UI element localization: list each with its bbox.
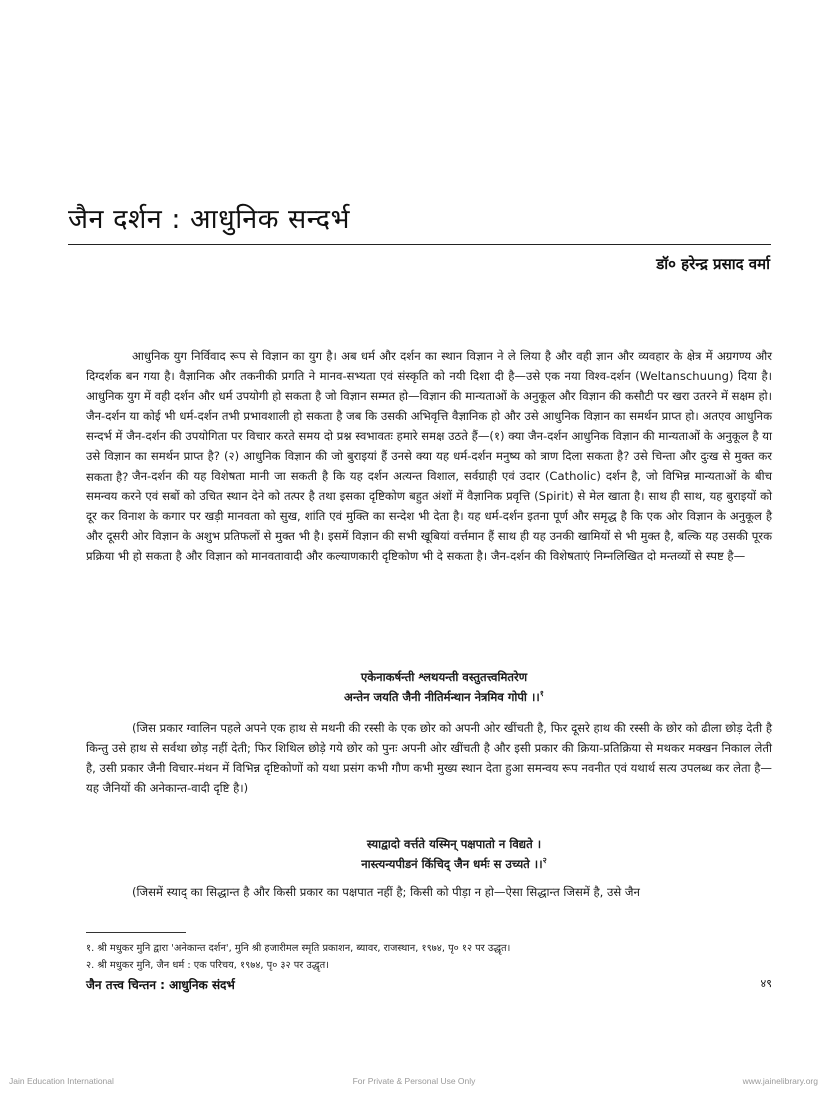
sanskrit-verse-2 <box>0 834 828 874</box>
article-title: जैन दर्शन : आधुनिक सन्दर्भ <box>68 204 350 235</box>
title-divider <box>68 244 771 245</box>
watermark-link[interactable]: www.jainelibrary.org <box>742 1076 818 1086</box>
sanskrit-verse-1 <box>0 667 828 707</box>
verse-line-text: नास्त्यन्यपीडनं किंचिद् जैन धर्मः स उच्यते ।। <box>361 857 543 871</box>
running-footer <box>86 976 772 993</box>
paragraph-4: (जिसमें स्याद् का सिद्धान्त है और किसी प्रकार का पक्षपात नहीं है; किसी को पीड़ा न हो—ऐसा सिद्धान्त जिसमें है, उसे जैन <box>132 885 640 899</box>
footnote-divider <box>86 932 186 933</box>
verse-line <box>30 687 828 707</box>
verse-line-text: अन्तेन जयति जैनी नीतिर्मन्थान नेत्रमिव गोपी ।। <box>344 690 540 704</box>
book-title: जैन तत्त्व चिन्तन : आधुनिक संदर्भ <box>86 978 235 992</box>
footnote-marker[interactable]: १ <box>539 689 544 699</box>
paragraph-2: जैन-दर्शन की यह विशेषता मानी जा सकती है कि यह दर्शन अत्यन्त विशाल, सर्वग्राही एवं उदार (Catholic) दर्शन है, जो विभिन्न मान्यताओं के बीच समन्वय करने एवं सबों को उचित स्थान देने को तत्पर है तथा इसका दृष्टिकोण बहुत अंशों में वैज्ञानिक प्रवृत्ति (Spirit) से मेल खाता है। साथ ही साथ, यह बुराइयों को दूर कर विनाश के कगार पर खड़ी मानवता को सुख, शांति एवं मुक्ति का सन्देश भी देता है। यह धर्म-दर्शन इतना पूर्ण और समृद्ध है कि एक ओर विज्ञान के अनुकूल है और दूसरी ओर विज्ञान के अशुभ प्रतिफलों से मुक्त भी है। इसमें विज्ञान की सभी खूबियां वर्त्तमान हैं साथ ही यह उनकी खामियों से भी मुक्त है, बल्कि यह उसकी पूरक प्रक्रिया भी हो सकता है और विज्ञान को मानवतावादी और कल्याणकारी दृष्टिकोण भी दे सकता है। जैन-दर्शन की विशेषताएं निम्नलिखित दो मन्तव्यों से स्पष्ट है— <box>86 469 772 564</box>
footnotes <box>86 940 776 974</box>
footnote-marker[interactable]: २ <box>542 856 547 866</box>
footnote-2: २. श्री मधुकर मुनि, जैन धर्म : एक परिचय, १९७४, पृ० ३२ पर उद्धृत। <box>86 960 329 971</box>
watermark-left: Jain Education International <box>9 1076 114 1086</box>
paragraph-3: (जिस प्रकार ग्वालिन पहले अपने एक हाथ से मथनी की रस्सी के एक छोर को अपनी ओर खींचती है, फिर दूसरे हाथ की रस्सी के छोर को ढीला छोड़ देती है किन्तु उसे हाथ से सर्वथा छोड़ नहीं देती; फिर शिथिल छोड़े गये छोर को पुनः अपनी ओर खींचती है और इसी प्रकार की क्रिया-प्रतिक्रिया से मथकर मक्खन निकाल लेती है, उसी प्रकार जैनी विचार-मंथन में विभिन्न दृष्टिकोणों को यथा प्रसंग कभी गौण कभी मुख्य स्थान देता हुआ समन्वय रूप नवनीत एवं यथार्थ सत्य उपलब्ध कर लेता है—यह जैनियों की अनेकान्त-वादी दृष्टि है।) <box>86 721 772 796</box>
paragraph-1: आधुनिक युग निर्विवाद रूप से विज्ञान का युग है। अब धर्म और दर्शन का स्थान विज्ञान ने ले लिया है और वही ज्ञान और व्यवहार के क्षेत्र में अग्रगण्य और दिग्दर्शक बन गया है। वैज्ञानिक और तकनीकी प्रगति ने मानव-सभ्यता एवं संस्कृति को नयी दिशा दी है—उसे एक नया विश्व-दर्शन (Weltanschuung) दिया है। आधुनिक युग में वही दर्शन और धर्म उपयोगी हो सकता है जो विज्ञान सम्मत हो—विज्ञान की मान्यताओं के अनुकूल और विज्ञान की कसौटी पर खरा उतरने में सक्षम हो। जैन-दर्शन या कोई भी धर्म-दर्शन तभी प्रभावशाली हो सकता है जब कि उसकी अभिवृत्ति वैज्ञानिक हो और उसे आधुनिक विज्ञान का समर्थन प्राप्त हो। अतएव आधुनिक सन्दर्भ में जैन-दर्शन की उपयोगिता पर विचार करते समय दो प्रश्न स्वभावतः हमारे समक्ष उठते हैं—(१) क्या जैन-दर्शन आधुनिक विज्ञान की मान्यताओं के अनुकूल है या उसे विज्ञान का समर्थन प्राप्त है? (२) आधुनिक विज्ञान की जो बुराइयां हैं उनसे क्या यह धर्म-दर्शन मनुष्य को त्राण दिला सकता है? उसे चिन्ता और दुःख से मुक्त कर सकता है? <box>86 349 772 484</box>
page-number: ४९ <box>760 977 772 990</box>
watermark-center: For Private & Personal Use Only <box>352 1076 476 1086</box>
author-name: डॉ० हरेन्द्र प्रसाद वर्मा <box>656 255 770 273</box>
verse-line: स्याद्वादो वर्त्तते यस्मिन् पक्षपातो न विद्यते । <box>366 837 542 851</box>
verse-line: एकेनाकर्षन्ती श्लथयन्ती वस्तुतत्त्वमितरेण <box>360 670 528 684</box>
footnote-1: १. श्री मधुकर मुनि द्वारा 'अनेकान्त दर्शन', मुनि श्री हजारीमल स्मृति प्रकाशन, ब्यावर, राजस्थान, १९७४, पृ० १२ पर उद्धृत। <box>86 943 511 954</box>
verse-line <box>40 854 828 874</box>
